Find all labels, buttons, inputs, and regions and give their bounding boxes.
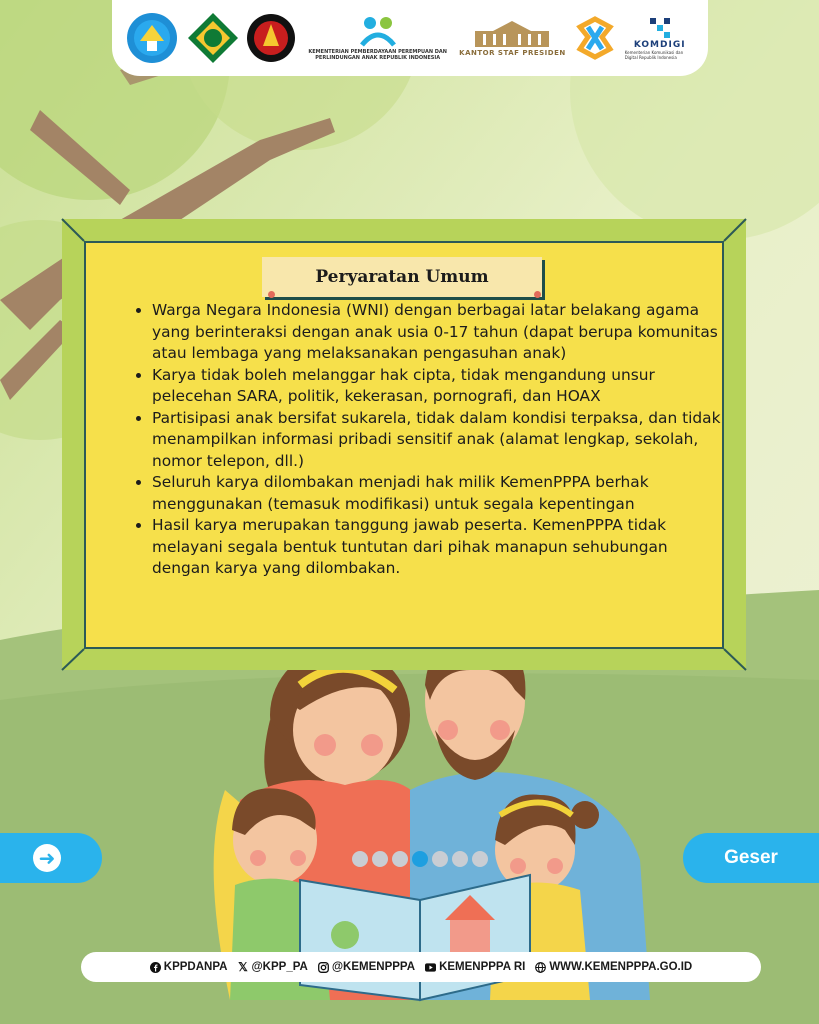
slide-dot-1[interactable] [352,851,368,867]
board-title-tag [262,257,542,297]
slide-dot-5[interactable] [432,851,448,867]
instagram-icon [318,962,329,973]
arrow-right-circle-icon: ➜ [33,844,61,872]
social-footer [81,952,761,982]
x-icon: 𝕏 [238,960,248,974]
youtube-handle: KEMENPPPA RI [439,961,526,973]
rule-item: • Seluruh karya dilombakan menjadi hak milik KemenPPPA berhak menggunakan (temasuk modifikasi) untuk segala kepentingan [152,472,727,515]
prev-slide-button[interactable] [0,833,102,883]
slide-dot-2[interactable] [372,851,388,867]
globe-icon [535,962,546,973]
x-handle: @KPP_PA [251,961,308,973]
komdigi-subcaption: Kementerian Komunikasi dan Digital Republik Indonesia [624,50,684,60]
instagram-link[interactable] [318,961,415,973]
facebook-handle: KPPDANPA [163,961,228,973]
komdigi-caption: KOMDIGI [633,40,686,50]
requirements-list [128,300,727,580]
facebook-link[interactable] [150,961,228,973]
slide-dot-3[interactable] [392,851,408,867]
kemenpppa-caption: KEMENTERIAN PEMBERDAYAAN PEREMPUAN DAN PERLINDUNGAN ANAK REPUBLIK INDONESIA [308,49,447,61]
website-url: WWW.KEMENPPPA.GO.ID [549,961,693,973]
instagram-handle: @KEMENPPPA [331,961,416,973]
rule-item: • Hasil karya merupakan tanggung jawab peserta. KemenPPPA tidak melayani segala bentuk tuntutan dari pihak manapun sehubungan dengan karya yang dilombakan. [152,515,727,580]
slide-dot-7[interactable] [472,851,488,867]
website-link[interactable] [535,961,692,973]
board-title: Peryaratan Umum [315,267,489,287]
youtube-link[interactable] [425,961,525,973]
rule-item: • Karya tidak boleh melanggar hak cipta, tidak mengandung unsur pelecehan SARA, politik, kekerasan, pornografi, dan HOAX [152,365,727,408]
x-link[interactable] [237,961,307,973]
ksp-caption: KANTOR STAF PRESIDEN [459,49,566,57]
facebook-icon [150,962,161,973]
slide-dot-6[interactable] [452,851,468,867]
slide-indicator [352,851,488,867]
rule-item: • Warga Negara Indonesia (WNI) dengan berbagai latar belakang agama yang berinteraksi dengan anak usia 0-17 tahun (dapat berupa komunitas atau lembaga yang melaksanakan pengasuhan anak) [152,300,727,365]
pin-left [268,291,275,298]
rule-item: • Partisipasi anak bersifat sukarela, tidak dalam kondisi terpaksa, dan tidak menampilkan informasi pribadi sensitif anak (alamat lengkap, sekolah, nomor telepon, dll.) [152,408,727,473]
next-slide-button[interactable] [683,833,819,883]
slide-dot-4-active[interactable] [412,851,428,867]
pin-right [534,291,541,298]
youtube-icon [425,962,436,973]
next-label: Geser [724,847,778,868]
